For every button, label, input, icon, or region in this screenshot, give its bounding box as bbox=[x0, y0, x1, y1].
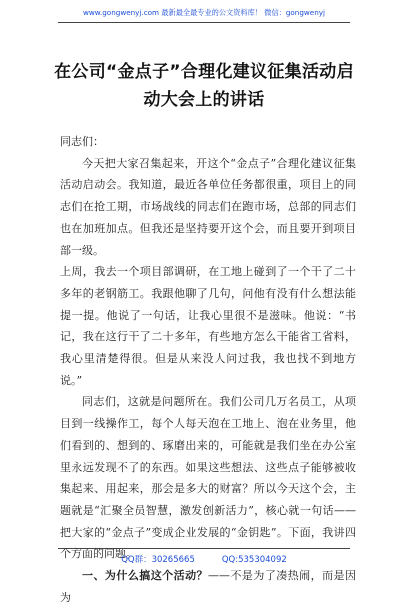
section-heading-1: 一、为什么搞这个活动？ bbox=[82, 569, 208, 583]
paragraph-3: 同志们，这就是问题所在。我们公司几万名员工，从项目到一线操作工，每个人每天泡在工地上、泡在业务里，他们看到的、想到的、琢磨出来的，可能就是我们坐在办公室里永远发现不了的东西。如果这些想法、这些点子能够被收集起来、用起来，那会是多大的财富？所以今天这个会，主题就是“汇聚全员智慧，激发创新活力”，核心就一句话——把大家的“金点子”变成企业发展的“金钥匙”。下面，我讲四个方面的问题。 bbox=[60, 395, 356, 561]
header-divider bbox=[58, 22, 350, 23]
salutation: 同志们： bbox=[60, 135, 104, 148]
paragraph-4-text: ——不是为了凑热闹，而是因为 bbox=[60, 569, 356, 604]
footer-contact: QQ群：30265665 QQ:535304092 bbox=[121, 555, 287, 565]
document-body bbox=[60, 131, 356, 608]
paragraph-1: 今天把大家召集起来，开这个“金点子”合理化建议征集活动启动会。我知道，最近各单位任务都很重，项目上的同志们在抢工期，市场战线的同志们在跑市场，总部的同志们也在加班加点。但我还是坚持要开这个会，而且要开到项目部一级。 bbox=[60, 156, 356, 257]
header-banner: www.gongwenyj.com 最新最全最专业的公文资料库！ 微信：gongwenyj bbox=[82, 8, 326, 17]
paragraph-2: 上周，我去一个项目部调研，在工地上碰到了一个干了二十多年的老钢筋工。我跟他聊了几句，问他有没有什么想法能提一提。他说了一句话，让我心里很不是滋味。他说：“书记，我在这行干了二十多年，有些地方怎么干能省工省料，我心里清楚得很。但是从来没人问过我，我也找不到地方说。” bbox=[60, 265, 356, 387]
document-title bbox=[30, 58, 378, 114]
title-line-2: 动大会上的讲话 bbox=[143, 90, 265, 110]
footer-divider bbox=[58, 548, 350, 549]
paragraph-4 bbox=[60, 565, 356, 608]
title-line-1: 在公司“金点子”合理化建议征集活动启 bbox=[54, 62, 354, 82]
